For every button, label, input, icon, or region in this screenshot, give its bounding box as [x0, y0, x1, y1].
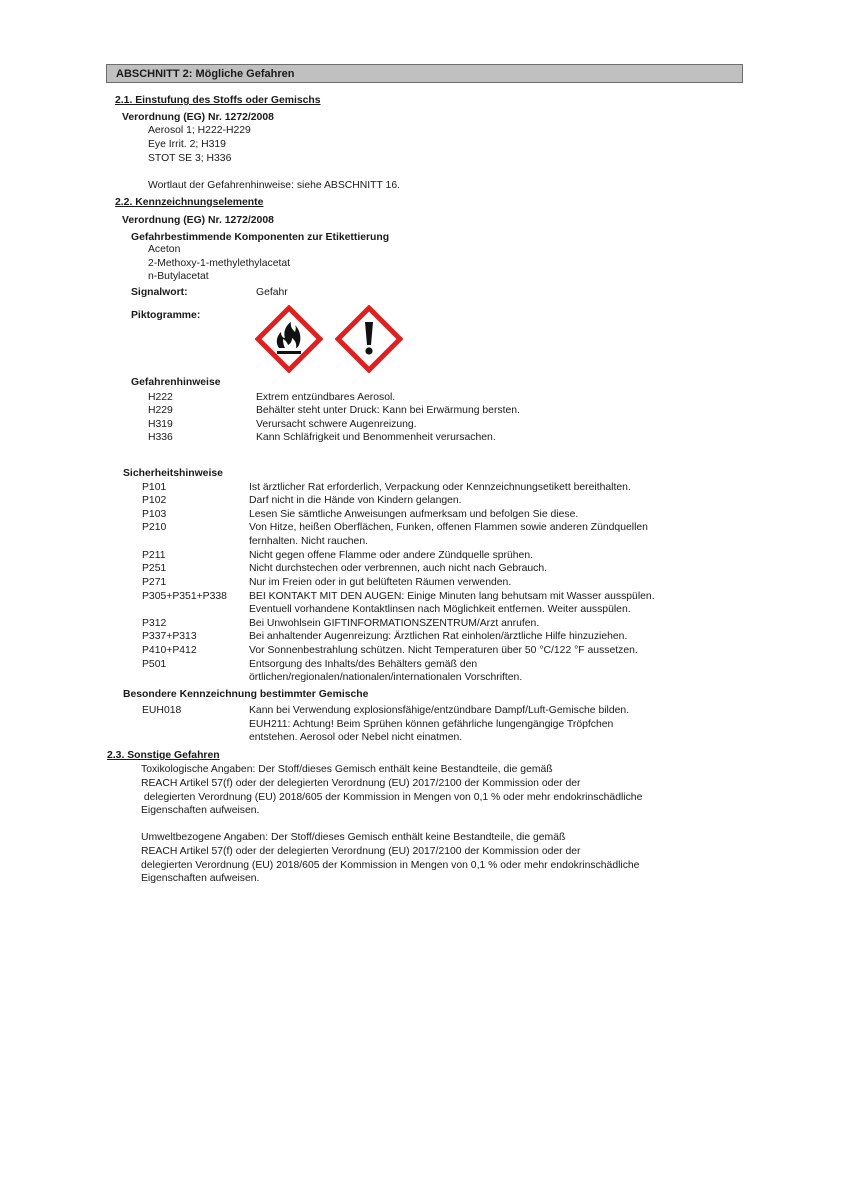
precaution-code: P271 [142, 577, 167, 588]
subsection-2-1-title: 2.1. Einstufung des Stoffs oder Gemischs [115, 95, 321, 106]
precaution-text: Entsorgung des Inhalts/des Behälters gemäß den [249, 659, 478, 670]
section-title: ABSCHNITT 2: Mögliche Gefahren [116, 68, 295, 80]
precaution-code: P101 [142, 482, 167, 493]
precaution-text: Nicht durchstechen oder verbrennen, auch nicht nach Gebrauch. [249, 563, 548, 574]
regulation-label: Verordnung (EG) Nr. 1272/2008 [122, 215, 274, 226]
precaution-text: Nicht gegen offene Flamme oder andere Zündquelle sprühen. [249, 550, 534, 561]
classification-item: Aerosol 1; H222-H229 [148, 125, 251, 136]
precaution-text: Vor Sonnenbestrahlung schützen. Nicht Temperaturen über 50 °C/122 °F aussetzen. [249, 645, 638, 656]
precaution-code: P102 [142, 495, 167, 506]
environment-text: REACH Artikel 57(f) oder der delegierten Verordnung (EU) 2017/2100 der Kommission oder der [141, 846, 581, 857]
component-item: n-Butylacetat [148, 271, 209, 282]
hazard-text: Behälter steht unter Druck: Kann bei Erwärmung bersten. [256, 405, 520, 416]
precaution-code: P312 [142, 618, 167, 629]
subsection-2-3-title: 2.3. Sonstige Gefahren [107, 750, 220, 761]
hazard-wording-note: Wortlaut der Gefahrenhinweise: siehe ABSCHNITT 16. [148, 180, 400, 191]
regulation-label: Verordnung (EG) Nr. 1272/2008 [122, 112, 274, 123]
pictograms-label: Piktogramme: [131, 310, 201, 321]
precaution-text: Bei Unwohlsein GIFTINFORMATIONSZENTRUM/Arzt anrufen. [249, 618, 540, 629]
euh-text: Kann bei Verwendung explosionsfähige/entzündbare Dampf/Luft-Gemische bilden. [249, 705, 630, 716]
precaution-code: P337+P313 [142, 631, 197, 642]
toxicology-text: delegierten Verordnung (EU) 2018/605 der Kommission in Mengen von 0,1 % oder mehr endokrinschädliche [141, 792, 643, 803]
component-item: 2-Methoxy-1-methylethylacetat [148, 258, 291, 269]
precaution-code: P210 [142, 522, 167, 533]
euh-text: EUH211: Achtung! Beim Sprühen können gefährliche lungengängige Tröpfchen [249, 719, 614, 730]
toxicology-text: Toxikologische Angaben: Der Stoff/dieses Gemisch enthält keine Bestandteile, die gemäß [141, 764, 553, 775]
euh-code: EUH018 [142, 705, 182, 716]
hazard-text: Verursacht schwere Augenreizung. [256, 419, 417, 430]
signal-word-label: Signalwort: [131, 287, 188, 298]
hazard-text: Kann Schläfrigkeit und Benommenheit verursachen. [256, 432, 496, 443]
environment-text: delegierten Verordnung (EU) 2018/605 der Kommission in Mengen von 0,1 % oder mehr endokrinschädliche [141, 860, 640, 871]
hazard-code: H319 [148, 419, 173, 430]
precaution-text: Von Hitze, heißen Oberflächen, Funken, offenen Flammen sowie anderen Zündquellen [249, 522, 648, 533]
toxicology-text: Eigenschaften aufweisen. [141, 805, 260, 816]
subsection-2-2-title: 2.2. Kennzeichnungselemente [115, 197, 264, 208]
components-label: Gefahrbestimmende Komponenten zur Etikettierung [131, 232, 390, 243]
hazard-code: H222 [148, 392, 173, 403]
special-labelling-label: Besondere Kennzeichnung bestimmter Gemische [123, 689, 369, 700]
precaution-text: BEI KONTAKT MIT DEN AUGEN: Einige Minuten lang behutsam mit Wasser ausspülen. [249, 591, 655, 602]
precaution-text: Bei anhaltender Augenreizung: Ärztlichen Rat einholen/ärztliche Hilfe hinzuziehen. [249, 631, 628, 642]
precautionary-statements-label: Sicherheitshinweise [123, 468, 223, 479]
component-item: Aceton [148, 244, 181, 255]
precaution-text: Eventuell vorhandene Kontaktlinsen nach Möglichkeit entfernen. Weiter ausspülen. [249, 604, 631, 615]
precaution-text: Nur im Freien oder in gut belüfteten Räumen verwenden. [249, 577, 512, 588]
precaution-text: örtlichen/regionalen/nationalen/internationalen Vorschriften. [249, 672, 523, 683]
precaution-code: P305+P351+P338 [142, 591, 227, 602]
classification-item: STOT SE 3; H336 [148, 153, 232, 164]
environment-text: Eigenschaften aufweisen. [141, 873, 260, 884]
precaution-code: P211 [142, 550, 166, 561]
flame-pictogram-icon [255, 305, 323, 373]
hazard-code: H229 [148, 405, 173, 416]
precaution-code: P103 [142, 509, 167, 520]
exclamation-pictogram-icon [335, 305, 403, 373]
precaution-text: Darf nicht in die Hände von Kindern gelangen. [249, 495, 462, 506]
precaution-code: P501 [142, 659, 167, 670]
precaution-text: Ist ärztlicher Rat erforderlich, Verpackung oder Kennzeichnungsetikett bereithalten. [249, 482, 631, 493]
hazard-statements-label: Gefahrenhinweise [131, 377, 221, 388]
hazard-code: H336 [148, 432, 173, 443]
euh-text: entstehen. Aerosol oder Nebel nicht einatmen. [249, 732, 463, 743]
classification-item: Eye Irrit. 2; H319 [148, 139, 226, 150]
precaution-code: P410+P412 [142, 645, 197, 656]
toxicology-text: REACH Artikel 57(f) oder der delegierten Verordnung (EU) 2017/2100 der Kommission oder der [141, 778, 581, 789]
signal-word-value: Gefahr [256, 287, 288, 298]
precaution-text: fernhalten. Nicht rauchen. [249, 536, 368, 547]
hazard-text: Extrem entzündbares Aerosol. [256, 392, 396, 403]
environment-text: Umweltbezogene Angaben: Der Stoff/dieses Gemisch enthält keine Bestandteile, die gemäß [141, 832, 566, 843]
section-header-bar [106, 64, 743, 83]
precaution-text: Lesen Sie sämtliche Anweisungen aufmerksam und befolgen Sie diese. [249, 509, 579, 520]
precaution-code: P251 [142, 563, 167, 574]
